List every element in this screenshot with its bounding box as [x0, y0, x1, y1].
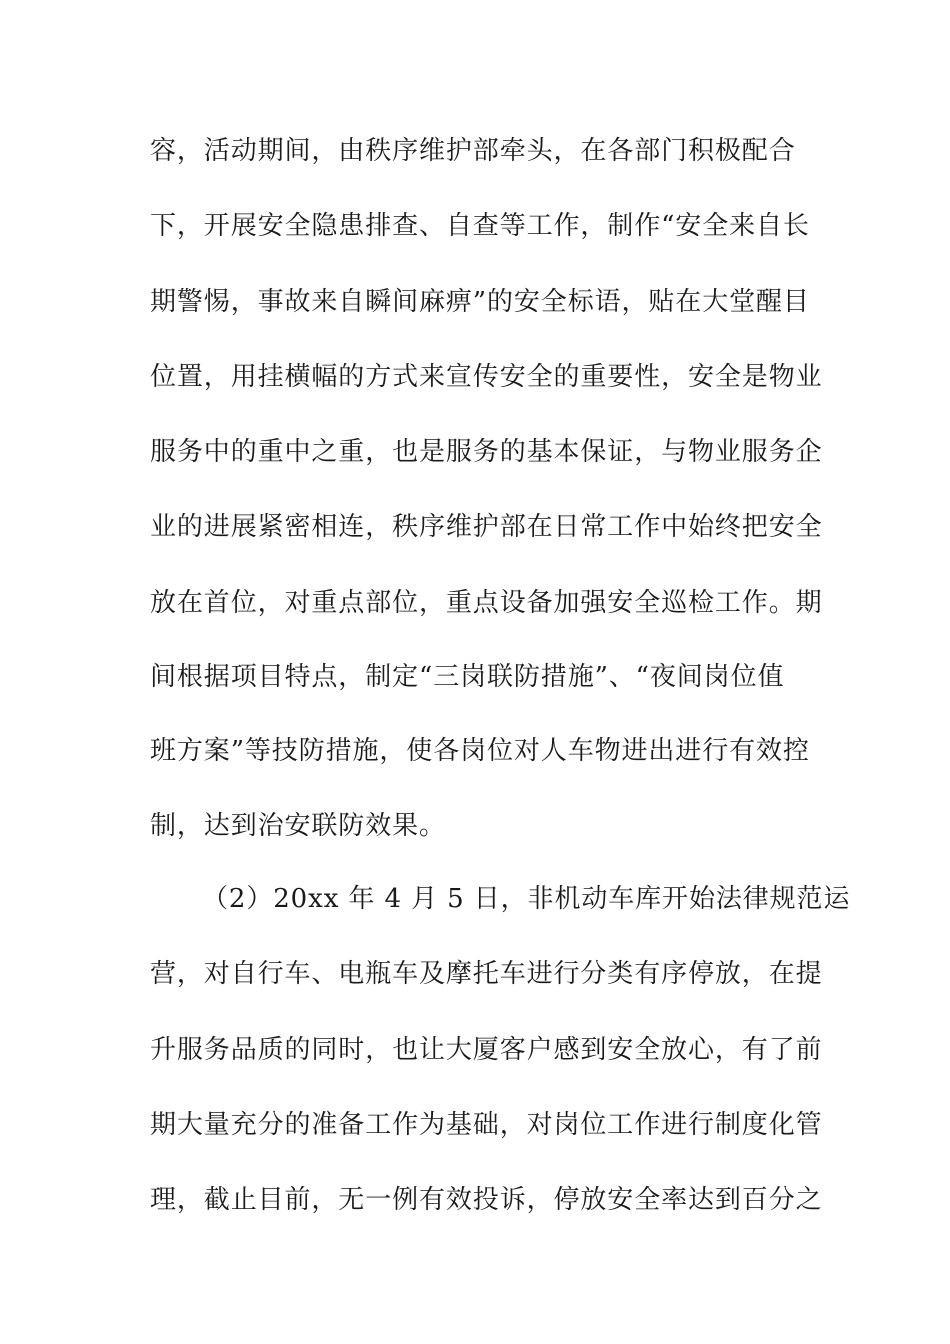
text-line: 班方案”等技防措施，使各岗位对人车物进出进行有效控 — [150, 736, 810, 766]
text-line: 服务中的重中之重，也是服务的基本保证，与物业服务企 — [150, 437, 823, 467]
text-line: 期大量充分的准备工作为基础，对岗位工作进行制度化管 — [150, 1110, 823, 1140]
text-line: 制，达到治安联防效果。 — [150, 811, 446, 841]
text-line: 理，截止目前，无一例有效投诉，停放安全率达到百分之 — [150, 1185, 823, 1215]
text-line: 营，对自行车、电瓶车及摩托车进行分类有序停放，在提 — [150, 959, 823, 989]
text-line: 放在首位，对重点部位，重点设备加强安全巡检工作。期 — [150, 588, 823, 618]
text-line: 容，活动期间，由秩序维护部牵头，在各部门积极配合 — [150, 136, 796, 166]
text-line: 期警惕，事故来自瞬间麻痹”的安全标语，贴在大堂醒目 — [150, 287, 810, 317]
text-line: 下，开展安全隐患排查、自查等工作，制作“安全来自长 — [150, 211, 810, 241]
text-line: 业的进展紧密相连，秩序维护部在日常工作中始终把安全 — [150, 512, 823, 542]
text-line: 间根据项目特点，制定“三岗联防措施”、“夜间岗位值 — [150, 662, 785, 692]
text-line: 位置，用挂横幅的方式来宣传安全的重要性，安全是物业 — [150, 362, 823, 392]
paragraph-start-line: （2）20xx 年 4 月 5 日，非机动车库开始法律规范运 — [202, 884, 851, 914]
text-line: 升服务品质的同时，也让大厦客户感到安全放心，有了前 — [150, 1035, 823, 1065]
